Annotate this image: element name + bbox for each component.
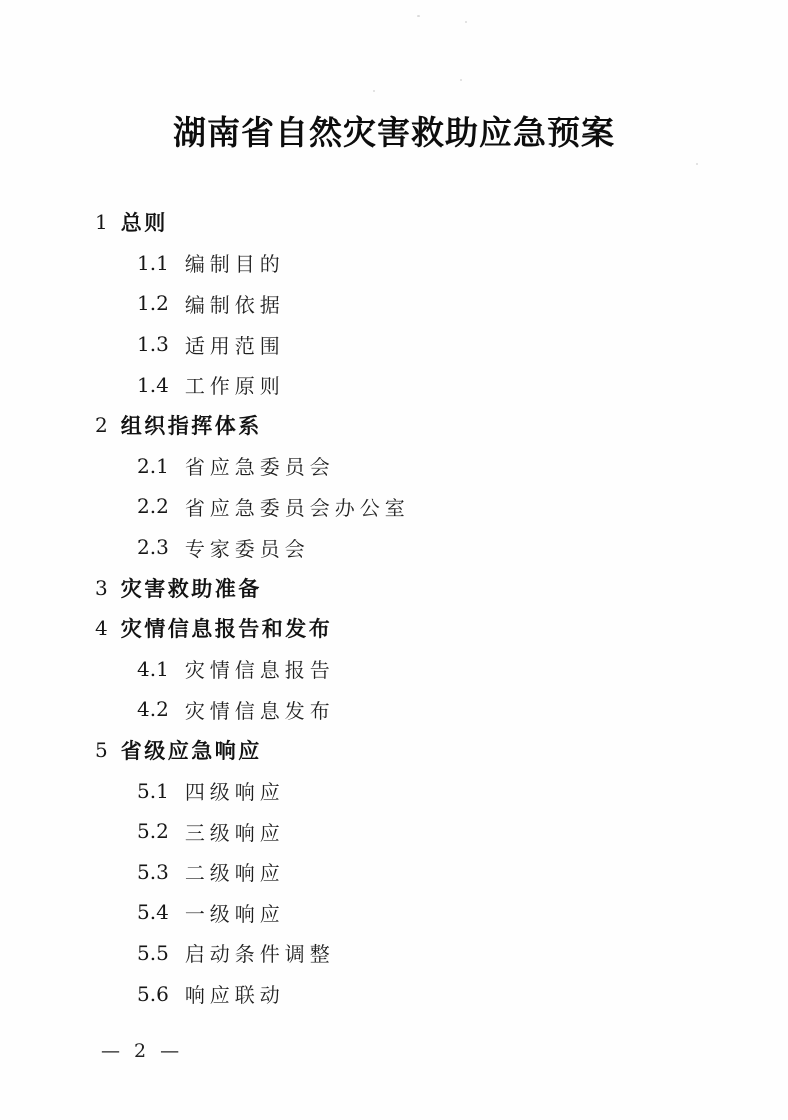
toc-item-label: 编制目的 — [184, 252, 285, 277]
toc-item — [0, 202, 788, 243]
toc-item — [0, 852, 788, 893]
toc-item-number: 2 — [95, 413, 108, 438]
toc-item — [0, 486, 788, 527]
scan-speck — [696, 163, 698, 165]
toc-item-label: 总则 — [120, 211, 168, 236]
table-of-contents — [0, 202, 788, 1014]
toc-item-label: 省应急委员会 — [184, 455, 335, 480]
toc-item — [0, 892, 788, 933]
toc-item-number: 3 — [95, 575, 108, 600]
toc-item-label: 四级响应 — [184, 780, 285, 805]
toc-item-label: 二级响应 — [184, 861, 285, 886]
toc-item — [0, 933, 788, 974]
toc-item-label: 灾害救助准备 — [120, 576, 262, 601]
toc-item-label: 工作原则 — [184, 374, 285, 399]
toc-item-number: 5.1 — [137, 778, 169, 803]
toc-item-number: 1.1 — [137, 250, 169, 275]
toc-item — [0, 527, 788, 568]
toc-item-number: 5.5 — [137, 940, 169, 965]
toc-item-label: 省级应急响应 — [120, 739, 262, 764]
toc-item-label: 一级响应 — [184, 901, 285, 926]
toc-item-label: 编制依据 — [184, 292, 285, 317]
toc-item-number: 5.4 — [137, 900, 169, 925]
toc-item — [0, 283, 788, 324]
scan-speck — [417, 15, 420, 17]
toc-item-number: 5.2 — [137, 819, 169, 844]
toc-item-number: 1.4 — [137, 372, 169, 397]
toc-item — [0, 770, 788, 811]
toc-item-number: 2.3 — [137, 535, 169, 560]
toc-item-number: 5.6 — [137, 981, 169, 1006]
toc-item-label: 省应急委员会办公室 — [184, 495, 410, 520]
scan-speck — [373, 90, 375, 92]
toc-item — [0, 446, 788, 487]
toc-item-label: 灾情信息发布 — [184, 698, 335, 723]
scan-speck — [465, 21, 467, 23]
toc-item-label: 启动条件调整 — [184, 942, 335, 967]
toc-item — [0, 243, 788, 284]
toc-item — [0, 730, 788, 771]
toc-item-label: 灾情信息报告 — [184, 658, 335, 683]
toc-item-label: 适用范围 — [184, 333, 285, 358]
toc-item-number: 1 — [95, 210, 108, 235]
toc-item-number: 1.2 — [137, 291, 169, 316]
toc-item — [0, 608, 788, 649]
toc-item-label: 灾情信息报告和发布 — [120, 617, 333, 642]
toc-item-number: 5 — [95, 738, 108, 763]
toc-item-number: 4 — [95, 616, 108, 641]
toc-item-number: 2.2 — [137, 494, 169, 519]
toc-item — [0, 973, 788, 1014]
toc-item-number: 4.1 — [137, 656, 169, 681]
toc-item-label: 三级响应 — [184, 820, 285, 845]
toc-item — [0, 811, 788, 852]
toc-item — [0, 567, 788, 608]
toc-item-number: 4.2 — [137, 697, 169, 722]
toc-item — [0, 364, 788, 405]
toc-item — [0, 405, 788, 446]
toc-item-label: 响应联动 — [184, 983, 285, 1008]
scan-speck — [460, 79, 462, 81]
page-number: — 2 — — [101, 1040, 184, 1062]
toc-item-number: 2.1 — [137, 453, 169, 478]
toc-item — [0, 649, 788, 690]
toc-item-label: 专家委员会 — [184, 536, 310, 561]
toc-item — [0, 324, 788, 365]
toc-item-number: 5.3 — [137, 859, 169, 884]
toc-item-number: 1.3 — [137, 332, 169, 357]
document-title: 湖南省自然灾害救助应急预案 — [173, 113, 615, 152]
toc-item-label: 组织指挥体系 — [120, 414, 262, 439]
toc-item — [0, 689, 788, 730]
